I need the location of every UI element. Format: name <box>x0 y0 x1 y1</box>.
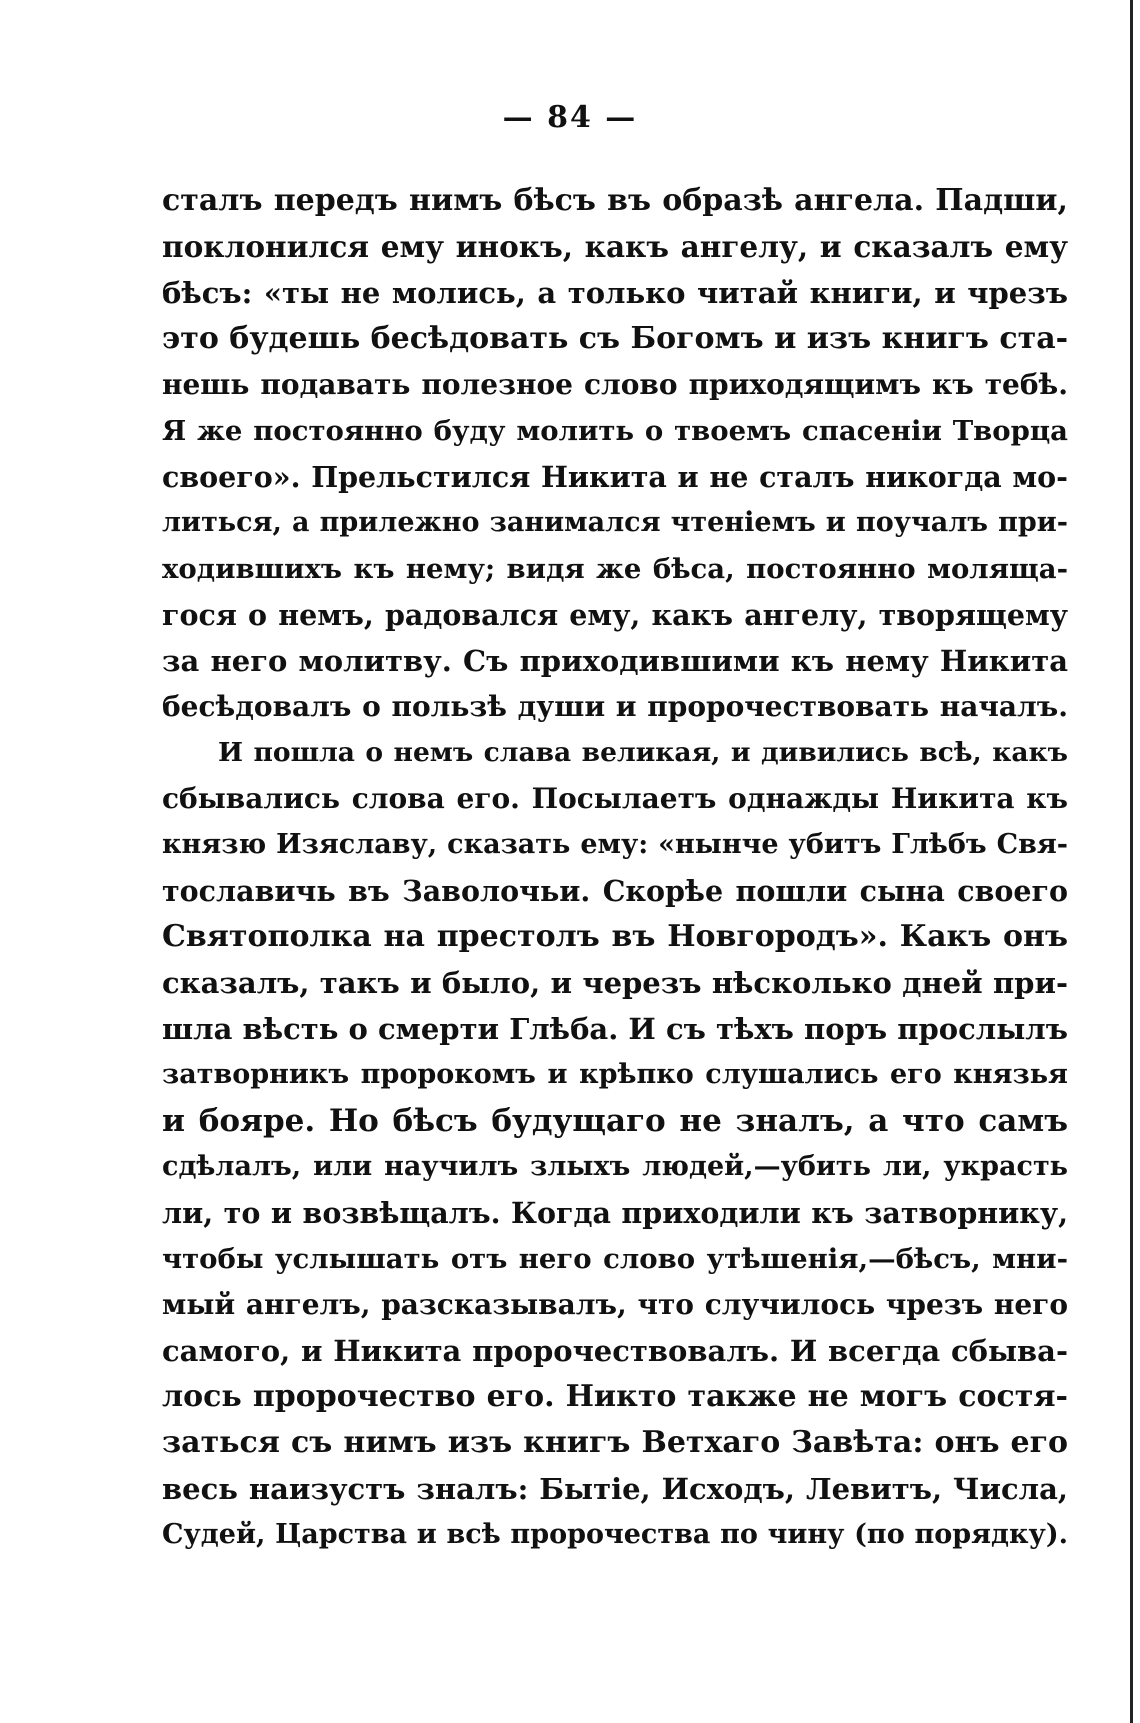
text-line: сказалъ, такъ и было, и черезъ нѣсколько дней при- <box>162 966 1068 1000</box>
text-line: сталъ передъ нимъ бѣсъ въ образѣ ангела. Падши, <box>162 183 1068 218</box>
text-line: затворникъ пророкомъ и крѣпко слушались его князья <box>162 1059 1068 1090</box>
text-line: сбывались слова его. Посылаетъ однажды Никита къ <box>162 782 1068 815</box>
text-line: мый ангелъ, разсказывалъ, что случилось чрезъ него <box>162 1288 1068 1321</box>
text-line: Я же постоянно буду молить о твоемъ спасеніи Творца <box>162 415 1068 447</box>
text-line: Судей, Царства и всѣ пророчества по чину (по порядку). <box>162 1519 1068 1550</box>
text-line: бесѣдовалъ о пользѣ души и пророчествовать началъ. <box>162 690 1068 723</box>
text-line: шла вѣсть о смерти Глѣба. И съ тѣхъ поръ прослылъ <box>162 1012 1068 1046</box>
text-line: нешь подавать полезное слово приходящимъ къ тебѣ. <box>162 368 1068 401</box>
text-line: гося о немъ, радовался ему, какъ ангелу, творящему <box>162 598 1068 632</box>
text-line: ходившихъ къ нему; видя же бѣса, постоянно моляща- <box>162 553 1068 585</box>
text-line: бѣсъ: «ты не молись, а только читай книги, и чрезъ <box>162 276 1068 310</box>
text-line: И пошла о немъ слава великая, и дивились всѣ, какъ <box>218 737 1068 768</box>
text-line: заться съ нимъ изъ книгъ Ветхаго Завѣта: онъ его <box>162 1425 1068 1460</box>
text-line: своего». Прельстился Никита и не сталъ никогда мо- <box>162 460 1068 494</box>
body-text <box>162 178 1068 1558</box>
page-edge-rule <box>1130 0 1133 1723</box>
text-line: тославичь въ Заволочьи. Скорѣе пошли сына своего <box>162 874 1068 908</box>
text-line: сдѣлалъ, или научилъ злыхъ людей,—убить ли, украсть <box>162 1151 1068 1182</box>
text-line: лось пророчество его. Никто также не могъ состя- <box>162 1379 1068 1414</box>
text-line: поклонился ему инокъ, какъ ангелу, и сказалъ ему <box>162 229 1068 264</box>
text-line: ли, то и возвѣщалъ. Когда приходили къ затворнику, <box>162 1196 1068 1230</box>
text-line: это будешь бесѣдовать съ Богомъ и изъ книгъ ста- <box>162 321 1068 356</box>
text-line: и бояре. Но бѣсъ будущаго не зналъ, а что самъ <box>162 1103 1068 1139</box>
text-line: весь наизустъ зналъ: Бытіе, Исходъ, Левитъ, Числа, <box>162 1472 1068 1506</box>
text-line: Святополка на престолъ въ Новгородъ». Какъ онъ <box>162 919 1068 954</box>
text-line: чтобы услышать отъ него слово утѣшенія,—бѣсъ, мни- <box>162 1243 1068 1275</box>
text-line: князю Изяславу, сказать ему: «нынче убитъ Глѣбъ Свя- <box>162 829 1068 860</box>
text-line: за него молитву. Съ приходившими къ нему Никита <box>162 644 1068 678</box>
text-line: литься, а прилежно занимался чтеніемъ и поучалъ при- <box>162 507 1068 538</box>
page-number: — 84 — <box>502 100 638 135</box>
text-line: самого, и Никита пророчествовалъ. И всегда сбыва- <box>162 1334 1068 1368</box>
